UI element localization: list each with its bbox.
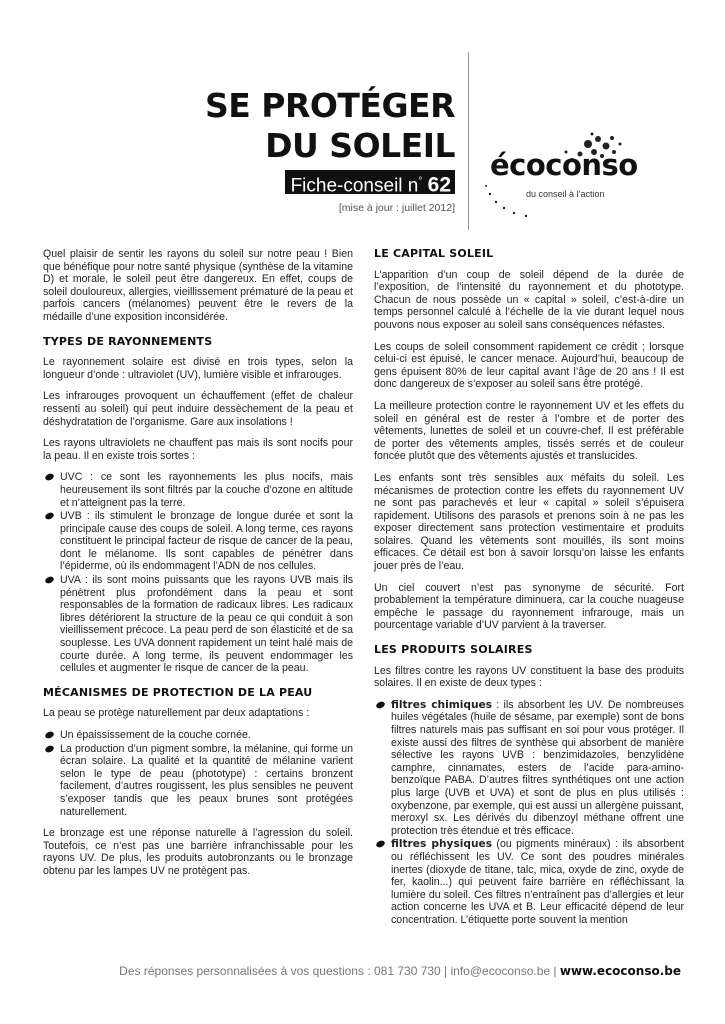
types-paragraph-3: Les rayons ultraviolets ne chauffent pas mais ils sont nocifs pour la peau. Il en existe trois sortes : (43, 437, 353, 462)
capital-paragraph-2: Les coups de soleil consomment rapidement ce crédit ; lorsque celui-ci est épuisé, le cancer menace. Aujourd’hui, beaucoup de gens épuisent 80% de leur capital avant l’âge de 20 ans ! Il est donc dangereux de s’exposer au soleil sans être protégé. (374, 340, 684, 391)
types-paragraph-2: Les infrarouges provoquent un échauffement (effet de chaleur ressenti au soleil) qui peut induire dessèchement de la peau et déshydratation de l’organisme. Gare aux insolations ! (43, 390, 353, 428)
filter-term: filtres chimiques (391, 698, 493, 711)
types-paragraph-1: Le rayonnement solaire est divisé en trois types, selon la longueur d’onde : ultraviolet (UV), lumière visible et infrarouges. (43, 356, 353, 381)
fiche-label: Fiche-conseil n (290, 175, 419, 197)
heading-mecanismes: MÉCANISMES DE PROTECTION DE LA PEAU (43, 685, 313, 699)
list-item: UVB : ils stimulent le bronzage de longue durée et sont la principale cause des coups de soleil. A long terme, ces rayons constituent le principal facteur de risque de cancer de la peau, dont le mélanome. Ils sont capables de pénétrer dans l’épiderme, où ils endommagent l’ADN de nos cellules. (43, 510, 353, 573)
footer-contact: Des réponses personnalisées à vos questions : 081 730 730 | info@ecoconso.be | (119, 964, 560, 978)
fiche-number: 62 (427, 173, 451, 197)
heading-capital: LE CAPITAL SOLEIL (374, 247, 494, 260)
heading-produits: LES PRODUITS SOLAIRES (374, 643, 533, 657)
uv-list (43, 471, 353, 675)
capital-paragraph-3: La meilleure protection contre le rayonnement UV et les effets du soleil en général est de rester à l’ombre et de porter des vêtements, lunettes de soleil et un couvre-chef. Il est préférable de porter des vêtements amples, tissés serrés et de couleur foncée plutôt que des vêtements ajustés et translucides. (374, 399, 684, 463)
list-item: La production d’un pigment sombre, la mélanine, qui forme un écran solaire. La qualité et la quantité de mélanine varient selon le type de peau (phototype) : certains bronzent facilement, d’autres rougissent, les plus sensibles ne peuvent s’exposer tandis que les peaux brunes sont protégées naturellement. (43, 743, 353, 819)
fiche-degree: ° (418, 176, 423, 187)
bullet-icon (375, 840, 386, 849)
list-item: Un épaississement de la couche cornée. (43, 729, 353, 742)
filters-list (374, 699, 684, 927)
bullet-icon (44, 473, 55, 482)
footer-website-link[interactable]: www.ecoconso.be (559, 964, 681, 978)
bullet-icon (44, 744, 55, 753)
logo-wordmark: écoconso (490, 148, 638, 182)
fiche-badge (285, 170, 455, 197)
header-divider (468, 52, 469, 230)
intro-paragraph: Quel plaisir de sentir les rayons du soleil sur notre peau ! Bien que bénéfique pour notre santé physique (synthèse de la vitamine D) et morale, le soleil peut être dangereux. En effet, coups de soleil douloureux, allergies, vieillissement prématuré de la peau et parfois cancers (mélanomes) peuvent être le revers de la médaille d’une exposition inconsidérée. (43, 248, 353, 323)
produits-paragraph-1: Les filtres contre les rayons UV constituent la base des produits solaires. Il en existe de deux types : (374, 664, 684, 690)
list-item: filtres physiques (ou pigments minéraux) : ils absorbent ou réfléchissent les UV. Ce sont des poudres minérales inertes (dioxyde de titane, talc, mica, oxyde de zinc, oxyde de fer, kaolin...) qui peuvent faire barrière en réfléchissant la lumière du soleil. Ces filtres n’entraînent pas d’allergies et leur action concerne les UVA et B. Leur efficacité dépend de leur concentration. L’étiquette porte souvent la mention (374, 838, 684, 926)
ecoconso-logo[interactable] (490, 148, 638, 182)
capital-paragraph-5: Un ciel couvert n’est pas synonyme de sécurité. Fort probablement la température diminuera, car la couche nuageuse empêche le passage du rayonnement infrarouge, mais un pourcentage variable d’UV parvient à la traverser. (374, 581, 684, 632)
logo-tagline: du conseil à l’action (526, 189, 605, 199)
title-line-2: DU SOLEIL (265, 126, 455, 165)
meca-list (43, 729, 353, 818)
capital-paragraph-4: Les enfants sont très sensibles aux méfaits du soleil. Les mécanismes de protection contre les effets du rayonnement UV ne sont pas parachevés et leur « capital » soleil s’épuisera rapidement. Utilisons des parasols et prenons soin à ne pas les exposer directement sans protection vestimentaire et produits solaires. Quand les vêtements sont mouillés, ils sont moins efficaces. Ce détail est bon à savoir lorsqu’on laisse les enfants jouer près de l’eau. (374, 471, 684, 573)
list-item: UVC : ce sont les rayonnements les plus nocifs, mais heureusement ils sont filtrés par la couche d’ozone en altitude et n’atteignent pas la terre. (43, 471, 353, 509)
update-date: [mise à jour : juillet 2012] (338, 202, 455, 214)
filter-term: filtres physiques (391, 838, 493, 851)
heading-types: TYPES DE RAYONNEMENTS (43, 334, 213, 348)
list-item: UVA : ils sont moins puissants que les rayons UVB mais ils pénètrent plus profondément dans la peau et sont responsables de la formation de radicaux libres. Les radicaux libres détériorent la structure de la peau ce qui conduit à son vieillissement précoce. La peau perd de son élasticité et de sa souplesse. Les UVA donnent rapidement un teint halé mais de courte durée. A long terme, ils peuvent endommager les cellules et augmenter le risque de cancer de la peau. (43, 574, 353, 675)
bullet-icon (375, 700, 386, 709)
capital-paragraph-1: L’apparition d’un coup de soleil dépend de la durée de l’exposition, de l’intensité du rayonnement et du phototype. Chacun de nous possède un « capital » soleil, c’est-à-dire un temps personnel calculé à l’échelle de la vie durant lequel nous pouvons nous exposer au soleil sans conséquences néfastes. (374, 268, 684, 331)
bullet-icon (44, 575, 55, 584)
list-item: filtres chimiques : ils absorbent les UV. De nombreuses huiles végétales (huile de sésame, par exemple) sont de bons filtres naturels mais pas suffisant en soi pour vous protéger. Il existe aussi des filtres de synthèse qui absorbent de manière sélective les rayons UVB : benzimidazoles, benzylidène camphre, cinnamates, esters de l’acide para-amino-benzoïque PABA. D’autres filtres synthétiques ont une action plus large (UVB et UVA) et sont de plus en plus utilisés : oxybenzone, par exemple, qui est aussi un allergène puissant, meroxyl sx. Les dérivés du dibenzoyl méthane offrent une protection très étendue et très efficace. (374, 699, 684, 838)
title-line-1: SE PROTÉGER (204, 86, 455, 125)
bullet-icon (44, 730, 55, 739)
right-column (374, 248, 684, 936)
left-column (43, 248, 353, 887)
meca-paragraph-1: La peau se protège naturellement par deux adaptations : (43, 707, 310, 720)
meca-paragraph-2: Le bronzage est une réponse naturelle à l’agression du soleil. Toutefois, ce n’est pas une barrière infranchissable pour les rayons UV. De plus, les produits autobronzants ou le bronzage obtenu par les lampes UV ne protègent pas. (43, 827, 353, 877)
bullet-icon (44, 511, 55, 520)
page-title (205, 86, 455, 166)
footer (119, 964, 681, 978)
